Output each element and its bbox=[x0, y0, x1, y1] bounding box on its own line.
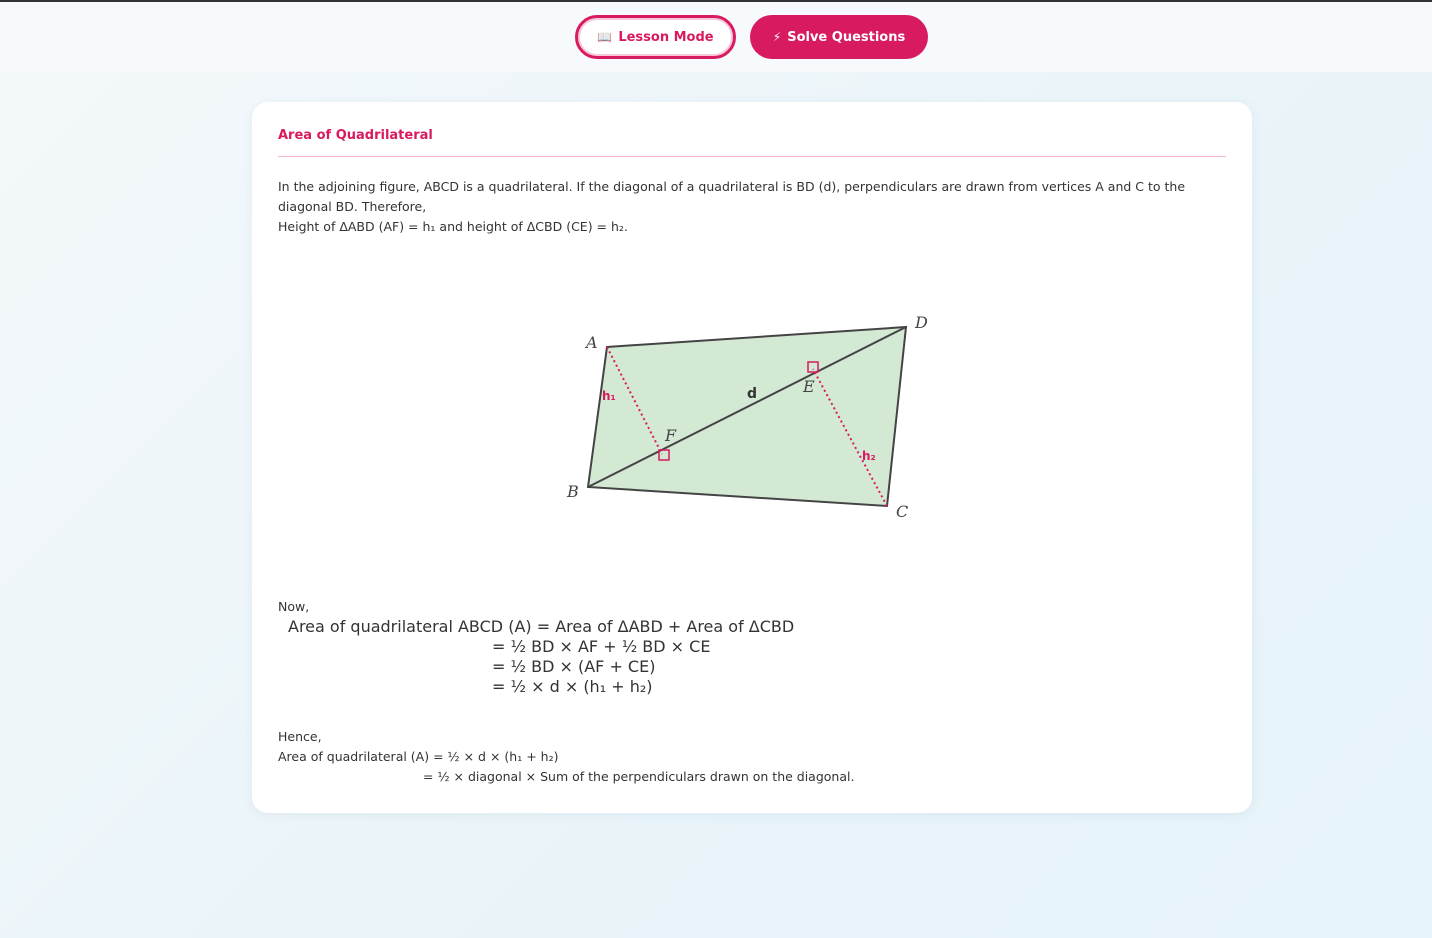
mode-toolbar bbox=[0, 2, 1432, 72]
h1-label: h₁ bbox=[602, 389, 616, 403]
formula-line: = ½ BD × (AF + CE) bbox=[492, 657, 656, 676]
h2-label: h₂ bbox=[862, 449, 876, 463]
solve-questions-button[interactable] bbox=[750, 15, 928, 59]
heights-definition: Height of ΔABD (AF) = h₁ and height of ΔCBD (CE) = h₂. bbox=[278, 219, 628, 234]
hence-label: Hence, bbox=[278, 729, 322, 744]
formula-line: = ½ × d × (h₁ + h₂) bbox=[492, 677, 653, 696]
formula-line: Area of quadrilateral ABCD (A) = Area of ΔABD + Area of ΔCBD bbox=[288, 617, 795, 636]
book-icon: 📖 bbox=[597, 30, 613, 44]
vertex-a-label: A bbox=[586, 333, 598, 352]
lesson-title: Area of Quadrilateral bbox=[278, 128, 433, 143]
vertex-b-label: B bbox=[567, 482, 579, 501]
formula-line: = ½ BD × AF + ½ BD × CE bbox=[492, 637, 711, 656]
point-f-label: F bbox=[665, 426, 677, 445]
now-label: Now, bbox=[278, 599, 310, 614]
intro-paragraph: In the adjoining figure, ABCD is a quadrilateral. If the diagonal of a quadrilateral is BD (d), perpendiculars are drawn from vertices A and C to the diagonal BD. Therefore, bbox=[278, 179, 1186, 214]
vertex-c-label: C bbox=[896, 502, 909, 521]
diagonal-d-label: d bbox=[747, 386, 758, 402]
lesson-mode-label: Lesson Mode bbox=[618, 29, 714, 45]
quadrilateral-diagram bbox=[557, 302, 937, 532]
point-e-label: E bbox=[803, 377, 815, 396]
vertex-d-label: D bbox=[915, 313, 928, 332]
conclusion-line: = ½ × diagonal × Sum of the perpendiculars drawn on the diagonal. bbox=[423, 769, 855, 784]
solve-questions-label: Solve Questions bbox=[787, 29, 906, 45]
intro-text bbox=[278, 177, 1228, 237]
conclusion-line: Area of quadrilateral (A) = ½ × d × (h₁ + h₂) bbox=[278, 749, 559, 764]
lesson-mode-button[interactable] bbox=[575, 15, 736, 59]
quadrilateral-abcd bbox=[588, 327, 906, 506]
lightning-icon: ⚡ bbox=[772, 30, 782, 44]
title-divider bbox=[278, 156, 1226, 157]
lesson-card bbox=[252, 102, 1252, 813]
